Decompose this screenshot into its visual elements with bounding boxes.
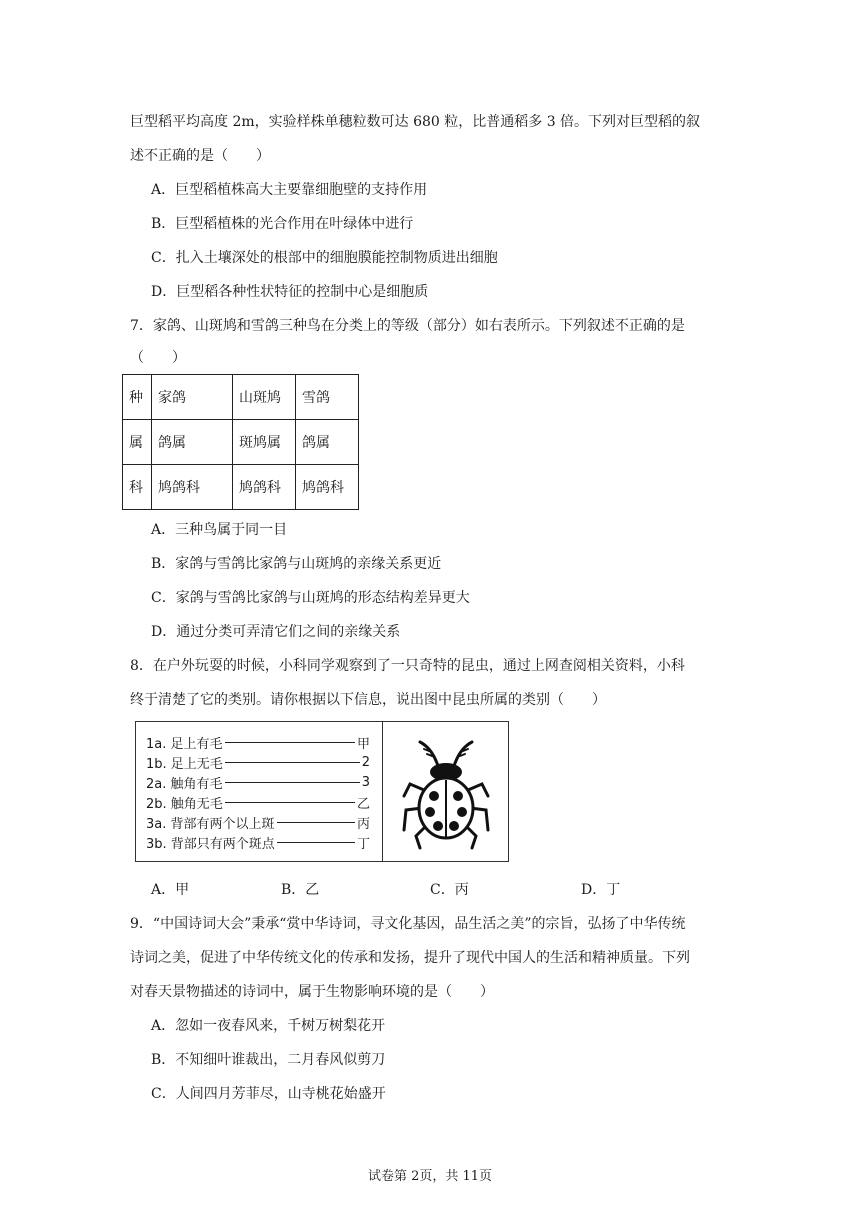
q8-option-b: B．乙 (281, 882, 320, 898)
q7-option-d: D．通过分类可弄清它们之间的亲缘关系 (151, 624, 401, 640)
key-condition: 1b. 足上无毛 (146, 756, 223, 772)
key-result: 3 (361, 774, 370, 790)
q6-stem-line1: 巨型稻平均高度 2m，实验样株单穗粒数可达 680 粒，比普通稻多 3 倍。下列对巨型稻的叙 (130, 114, 701, 130)
figure-divider (382, 722, 383, 861)
q8-option-d: D．丁 (581, 882, 621, 898)
key-result: 甲 (356, 736, 370, 752)
key-line (146, 813, 370, 831)
q6-option-d: D．巨型稻各种性状特征的控制中心是细胞质 (151, 284, 429, 300)
q9-option-a: A．忽如一夜春风来，千树万树梨花开 (151, 1018, 386, 1034)
q7-option-b: B．家鸽与雪鸽比家鸽与山斑鸠的亲缘关系更近 (151, 556, 442, 572)
table-cell: 雪鸽 (296, 375, 359, 420)
table-cell: 家鸽 (152, 375, 233, 420)
q7-option-c: C．家鸽与雪鸽比家鸽与山斑鸠的形态结构差异更大 (151, 590, 470, 606)
key-condition: 2b. 触角无毛 (146, 796, 223, 812)
q6-stem-line2: 述不正确的是（ ） (130, 148, 270, 164)
key-line (146, 753, 370, 771)
q9-option-c: C．人间四月芳菲尽，山寺桃花始盛开 (151, 1086, 386, 1102)
page-footer: 试卷第 2页，共 11页 (367, 1169, 493, 1184)
key-condition: 3b. 背部只有两个斑点 (146, 836, 275, 852)
key-condition: 1a. 足上有毛 (146, 736, 223, 752)
q8-option-a: A．甲 (151, 882, 190, 898)
q6-option-c: C．扎入土壤深处的根部中的细胞膜能控制物质进出细胞 (151, 250, 498, 266)
key-line (146, 733, 370, 751)
q7-stem-line1: 7．家鸽、山斑鸠和雪鸽三种鸟在分类上的等级（部分）如右表所示。下列叙述不正确的是 (130, 318, 685, 334)
table-cell: 鸽属 (296, 420, 359, 465)
key-condition: 3a. 背部有两个以上斑 (146, 816, 275, 832)
q9-stem-line1: 9．“中国诗词大会”秉承“赏中华诗词，寻文化基因，品生活之美”的宗旨，弘扬了中华传统 (130, 916, 686, 932)
q6-option-b: B．巨型稻植株的光合作用在叶绿体中进行 (151, 216, 414, 232)
q7-stem-line2: （ ） (130, 350, 186, 366)
key-result: 丁 (356, 836, 370, 852)
table-cell: 斑鸠属 (233, 420, 296, 465)
key-condition: 2a. 触角有毛 (146, 776, 223, 792)
q9-stem-line3: 对春天景物描述的诗词中，属于生物影响环境的是（ ） (130, 984, 494, 1000)
key-line (146, 773, 370, 791)
table-cell: 科 (123, 465, 152, 510)
table-cell: 鸽属 (152, 420, 233, 465)
table-cell: 属 (123, 420, 152, 465)
table-row (123, 465, 359, 510)
table-cell: 鸠鸽科 (233, 465, 296, 510)
key-line (146, 793, 370, 811)
key-result: 乙 (356, 796, 370, 812)
q8-option-c: C．丙 (430, 882, 469, 898)
classification-table (122, 374, 359, 510)
dichotomous-key-figure (135, 721, 509, 862)
table-cell: 鸠鸽科 (152, 465, 233, 510)
table-row (123, 420, 359, 465)
table-cell: 鸠鸽科 (296, 465, 359, 510)
ladybug-icon (394, 732, 498, 852)
key-result: 丙 (356, 816, 370, 832)
q7-option-a: A．三种鸟属于同一目 (151, 522, 288, 538)
table-cell: 种 (123, 375, 152, 420)
q6-option-a: A．巨型稻植株高大主要靠细胞壁的支持作用 (151, 182, 428, 198)
q9-option-b: B．不知细叶谁裁出，二月春风似剪刀 (151, 1052, 386, 1068)
q9-stem-line2: 诗词之美，促进了中华传统文化的传承和发扬，提升了现代中国人的生活和精神质量。下列 (130, 950, 690, 966)
key-result: 2 (361, 754, 370, 770)
table-row (123, 375, 359, 420)
table-cell: 山斑鸠 (233, 375, 296, 420)
q8-stem-line1: 8．在户外玩耍的时候，小科同学观察到了一只奇特的昆虫，通过上网查阅相关资料，小科 (130, 658, 685, 674)
q8-stem-line2: 终于清楚了它的类别。请你根据以下信息，说出图中昆虫所属的类别（ ） (130, 692, 606, 708)
key-line (146, 833, 370, 851)
